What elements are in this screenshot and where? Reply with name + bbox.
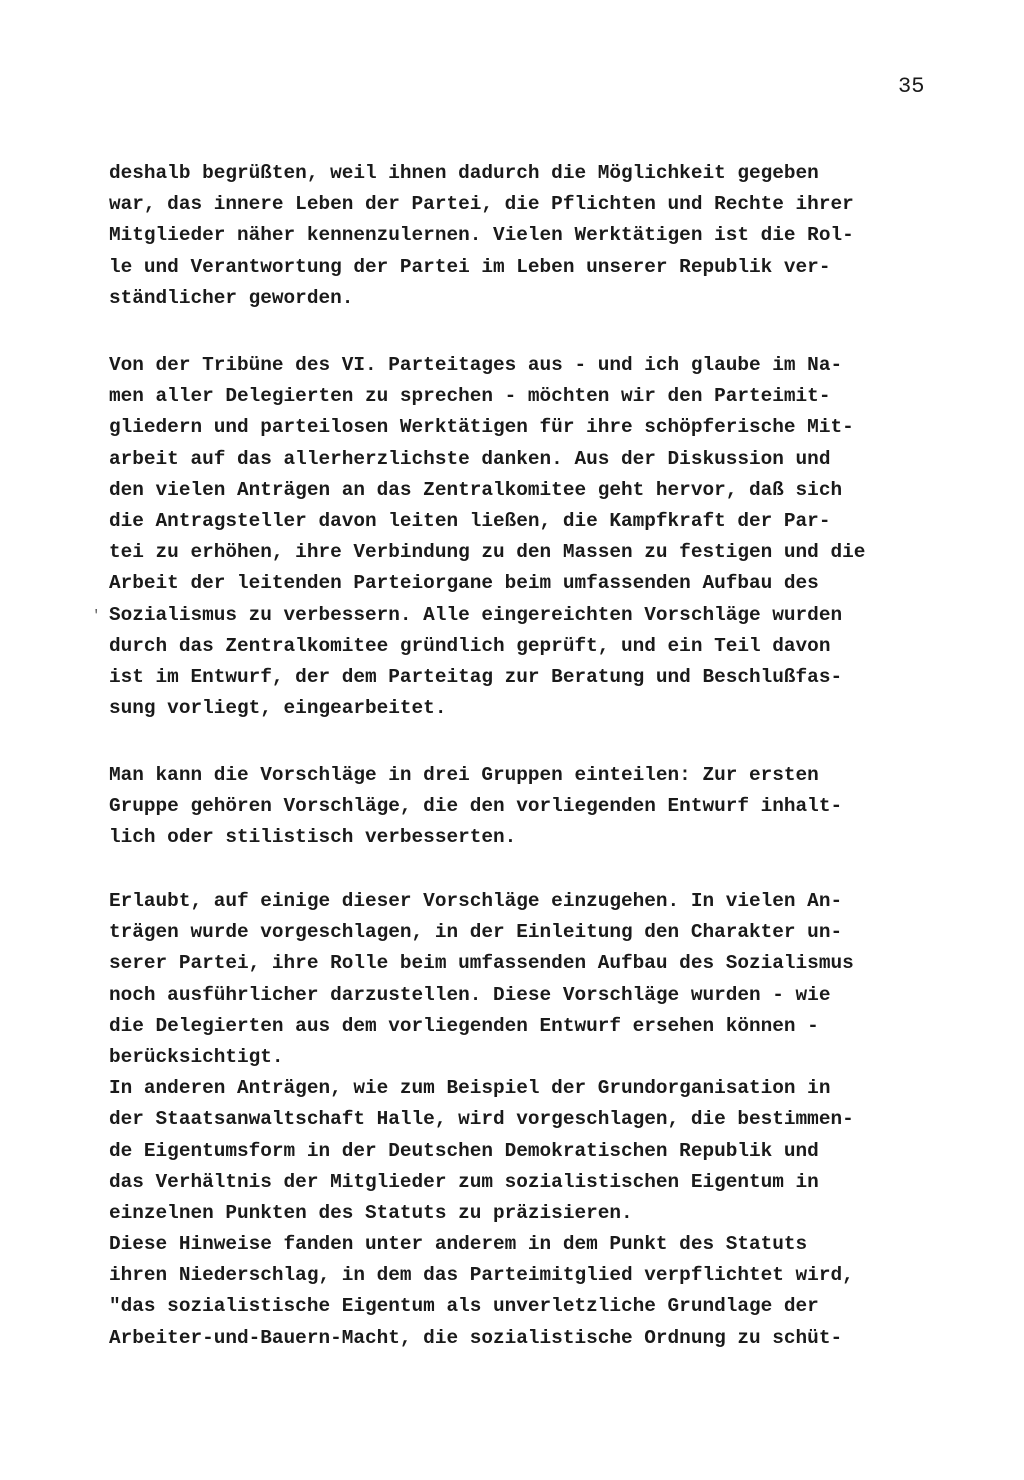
text-line: Arbeit der leitenden Parteiorgane beim umfassenden Aufbau des [109,572,819,595]
paragraph-2 [109,350,865,724]
text-line: Erlaubt, auf einige dieser Vorschläge einzugehen. In vielen An- [109,890,843,912]
text-line: Gruppe gehören Vorschläge, die den vorliegenden Entwurf inhalt- [109,795,843,818]
text-line: lich oder stilistisch verbesserten. [109,826,517,849]
paragraph-3 [109,760,842,854]
text-line: Diese Hinweise fanden unter anderem in dem Punkt des Statuts [109,1233,808,1256]
text-line: tei zu erhöhen, ihre Verbindung zu den Massen zu festigen und die [109,541,866,564]
text-line: war, das innere Leben der Partei, die Pflichten und Rechte ihrer [109,193,854,216]
paragraph-1 [109,158,854,314]
stray-ink-mark: ' [92,608,101,624]
text-line: gliedern und parteilosen Werktätigen für ihre schöpferische Mit- [109,416,854,439]
text-line: einzelnen Punkten des Statuts zu präzisieren. [109,1201,633,1224]
text-line: die Antragsteller davon leiten ließen, die Kampfkraft der Par- [109,509,831,532]
text-line: das Verhältnis der Mitglieder zum sozialistischen Eigentum in [109,1170,819,1193]
text-line: "das sozialistische Eigentum als unverletzliche Grundlage der [109,1295,819,1318]
text-line: arbeit auf das allerherzlichste danken. Aus der Diskussion und [109,447,831,470]
text-line: ihren Niederschlag, in dem das Parteimitglied verpflichtet wird, [109,1264,854,1287]
text-line: In anderen Anträgen, wie zum Beispiel der Grundorganisation in [109,1077,831,1100]
text-line: men aller Delegierten zu sprechen - möchten wir den Parteimit- [109,385,831,408]
text-line: Sozialismus zu verbessern. Alle eingereichten Vorschläge wurden [109,603,843,626]
text-line: Arbeiter-und-Bauern-Macht, die sozialistische Ordnung zu schüt- [109,1326,843,1349]
text-line: sung vorliegt, eingearbeitet. [109,697,447,720]
text-line: Man kann die Vorschläge in drei Gruppen einteilen: Zur ersten [109,764,819,786]
page-number: 35 [898,74,925,99]
text-line: serer Partei, ihre Rolle beim umfassenden Aufbau des Sozialismus [109,952,854,975]
text-line: durch das Zentralkomitee gründlich geprüft, und ein Teil davon [109,634,831,657]
paragraph-4 [109,886,854,1354]
text-line: der Staatsanwaltschaft Halle, wird vorgeschlagen, die bestimmen- [109,1108,854,1131]
text-line: Mitglieder näher kennenzulernen. Vielen Werktätigen ist die Rol- [109,224,854,247]
text-line: ist im Entwurf, der dem Parteitag zur Beratung und Beschlußfas- [109,665,843,688]
text-line: de Eigentumsform in der Deutschen Demokratischen Republik und [109,1139,819,1162]
text-line: trägen wurde vorgeschlagen, in der Einleitung den Charakter un- [109,921,843,944]
text-line: die Delegierten aus dem vorliegenden Entwurf ersehen können - [109,1014,819,1037]
text-line: berücksichtigt. [109,1045,284,1068]
text-line: den vielen Anträgen an das Zentralkomitee geht hervor, daß sich [109,478,843,501]
text-line: noch ausführlicher darzustellen. Diese Vorschläge wurden - wie [109,983,831,1006]
text-line: deshalb begrüßten, weil ihnen dadurch die Möglichkeit gegeben [109,162,819,184]
text-line: ständlicher geworden. [109,286,354,309]
text-line: le und Verantwortung der Partei im Leben unserer Republik ver- [109,255,831,278]
text-line: Von der Tribüne des VI. Parteitages aus - und ich glaube im Na- [109,354,843,376]
